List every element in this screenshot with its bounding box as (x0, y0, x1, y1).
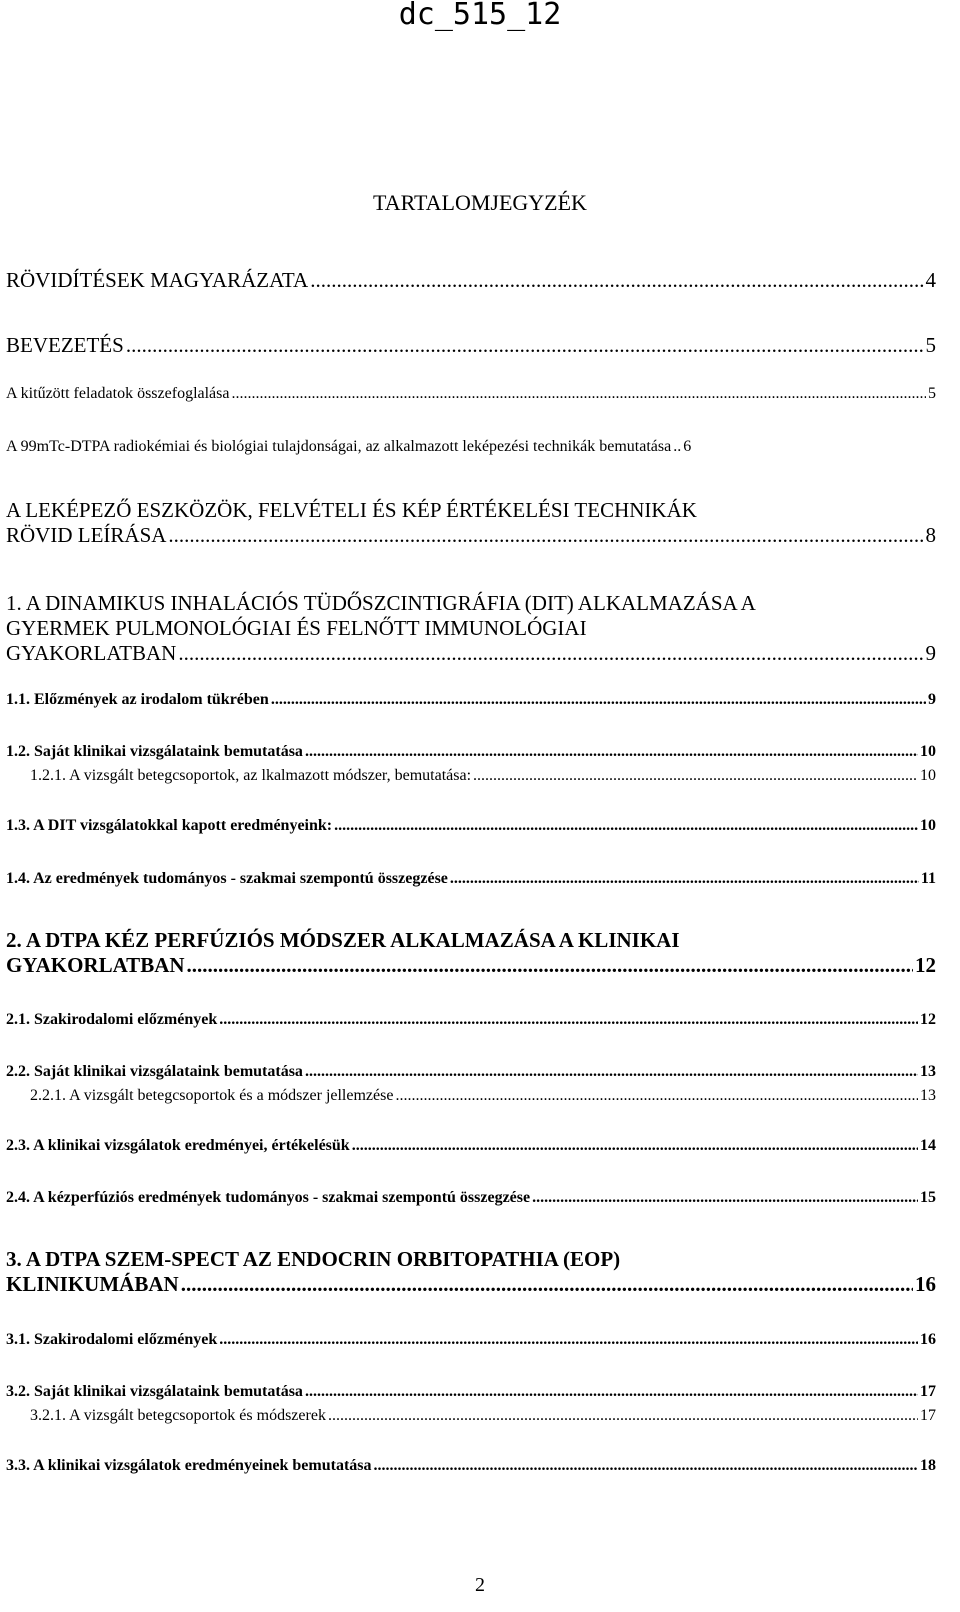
toc-entry[interactable] (6, 438, 936, 456)
page-number: 2 (475, 1574, 485, 1596)
toc-entry-page: 17 (920, 1407, 936, 1424)
toc-entry[interactable] (6, 1189, 936, 1207)
toc-entry[interactable] (6, 591, 936, 666)
toc-entry-text: 1.2.1. A vizsgált betegcsoportok, az lkalmazott módszer, bemutatása: (30, 767, 472, 784)
toc-entry-page: 6 (683, 438, 692, 455)
toc-entry[interactable] (6, 1383, 936, 1401)
toc-entry-page: 11 (920, 870, 936, 887)
toc-entry[interactable] (6, 268, 936, 293)
dot-leader (328, 1407, 918, 1425)
toc-entry-text: 2.2. Saját klinikai vizsgálataink bemutatása (6, 1063, 303, 1080)
toc-entry-text: GYAKORLATBAN (6, 953, 185, 977)
dot-leader (168, 523, 923, 548)
dot-leader (178, 641, 923, 666)
dot-leader (126, 333, 924, 358)
toc-entry-text: 1.1. Előzmények az irodalom tükrében (6, 691, 269, 708)
toc-entry-page: 8 (925, 523, 936, 547)
dot-leader (334, 817, 918, 835)
toc-entry-text: 3.3. A klinikai vizsgálatok eredményeinek bemutatása (6, 1457, 372, 1474)
toc-entry[interactable] (30, 767, 936, 785)
toc-entry[interactable] (6, 1247, 936, 1297)
toc-entry[interactable] (30, 1087, 936, 1105)
toc-entry-page: 12 (915, 953, 936, 977)
toc-entry-text: 3.2. Saját klinikai vizsgálataink bemutatása (6, 1383, 303, 1400)
toc-entry[interactable] (6, 870, 936, 888)
toc-entry[interactable] (6, 928, 936, 978)
toc-entry-page: 4 (925, 268, 936, 292)
dot-leader (305, 743, 918, 761)
toc-entry[interactable] (6, 1457, 936, 1475)
toc-entry-page: 9 (925, 641, 936, 665)
toc-entry[interactable] (6, 1331, 936, 1349)
toc-entry[interactable] (6, 498, 936, 548)
toc-entry-page: 5 (928, 385, 936, 402)
dot-leader (310, 268, 923, 293)
toc-entry-text: 2.4. A kézperfúziós eredmények tudományos - szakmai szempontú összegzése (6, 1189, 531, 1206)
toc-entry[interactable] (6, 333, 936, 358)
toc-entry-text: 1.2. Saját klinikai vizsgálataink bemutatása (6, 743, 303, 760)
document-code-header: dc_515_12 (398, 0, 562, 32)
toc-entry-page: 16 (915, 1272, 936, 1296)
toc-entry-page: 14 (920, 1137, 936, 1154)
toc-entry-text: 2.3. A klinikai vizsgálatok eredményei, értékelésük (6, 1137, 350, 1154)
toc-entry-page: 17 (920, 1383, 936, 1400)
toc-entry-text: RÖVID LEÍRÁSA (6, 523, 167, 547)
dot-leader (352, 1137, 918, 1155)
dot-leader (219, 1011, 918, 1029)
dot-leader (305, 1063, 918, 1081)
toc-entry[interactable] (6, 1063, 936, 1081)
toc-entry-text: 2. A DTPA KÉZ PERFÚZIÓS MÓDSZER ALKALMAZÁSA A KLINIKAI (6, 928, 680, 952)
toc-entry-page: 12 (920, 1011, 936, 1028)
dot-leader (532, 1189, 918, 1207)
dot-leader (673, 438, 681, 456)
toc-entry-page: 10 (920, 817, 936, 834)
toc-entry-text: 1.3. A DIT vizsgálatokkal kapott eredményeink: (6, 817, 333, 834)
dot-leader (450, 870, 919, 888)
toc-entry[interactable] (6, 1137, 936, 1155)
dot-leader (271, 691, 926, 709)
dot-leader (395, 1087, 918, 1105)
toc-entry[interactable] (6, 691, 936, 709)
toc-entry-page: 10 (920, 767, 936, 784)
toc-entry-page: 13 (920, 1087, 936, 1104)
toc-entry-page: 10 (920, 743, 936, 760)
toc-entry-text: 3. A DTPA SZEM-SPECT AZ ENDOCRIN ORBITOPATHIA (EOP) (6, 1247, 621, 1271)
toc-entry-text: 2.2.1. A vizsgált betegcsoportok és a módszer jellemzése (30, 1087, 394, 1104)
toc-entry-text: 2.1. Szakirodalomi előzmények (6, 1011, 218, 1028)
toc-entry-text: 3.1. Szakirodalomi előzmények (6, 1331, 218, 1348)
dot-leader (219, 1331, 918, 1349)
dot-leader (374, 1457, 918, 1475)
toc-entry-page: 18 (920, 1457, 936, 1474)
dot-leader (473, 767, 918, 785)
toc-entry[interactable] (30, 1407, 936, 1425)
toc-entry-text: 1.4. Az eredmények tudományos - szakmai szempontú összegzése (6, 870, 448, 887)
dot-leader (181, 1272, 913, 1297)
toc-entry[interactable] (6, 743, 936, 761)
toc-entry-page: 16 (920, 1331, 936, 1348)
toc-entry-text: KLINIKUMÁBAN (6, 1272, 179, 1296)
toc-entry-text: GYAKORLATBAN (6, 641, 177, 665)
toc-entry-page: 5 (925, 333, 936, 357)
toc-entry-text: 3.2.1. A vizsgált betegcsoportok és módszerek (30, 1407, 326, 1424)
toc-entry-text: GYERMEK PULMONOLÓGIAI ÉS FELNŐTT IMMUNOLÓGIAI (6, 616, 587, 640)
toc-entry-page: 15 (920, 1189, 936, 1206)
toc-entry-text: RÖVIDÍTÉSEK MAGYARÁZATA (6, 268, 309, 292)
toc-entry[interactable] (6, 385, 936, 403)
toc-entry-text: 1. A DINAMIKUS INHALÁCIÓS TÜDŐSZCINTIGRÁFIA (DIT) ALKALMAZÁSA A (6, 591, 756, 615)
dot-leader (231, 385, 926, 403)
toc-entry-text: A 99mTc-DTPA radiokémiai és biológiai tulajdonságai, az alkalmazott leképezési technikák bemutatása (6, 438, 672, 455)
toc-title: TARTALOMJEGYZÉK (373, 190, 587, 215)
toc-entry-text: A kitűzött feladatok összefoglalása (6, 385, 230, 402)
toc-entry-text: A LEKÉPEZŐ ESZKÖZÖK, FELVÉTELI ÉS KÉP ÉRTÉKELÉSI TECHNIKÁK (6, 498, 697, 522)
dot-leader (187, 953, 913, 978)
toc-entry[interactable] (6, 817, 936, 835)
toc-entry-text: BEVEZETÉS (6, 333, 124, 357)
dot-leader (305, 1383, 918, 1401)
toc-entry-page: 9 (928, 691, 936, 708)
toc-entry-page: 13 (920, 1063, 936, 1080)
toc-entry[interactable] (6, 1011, 936, 1029)
